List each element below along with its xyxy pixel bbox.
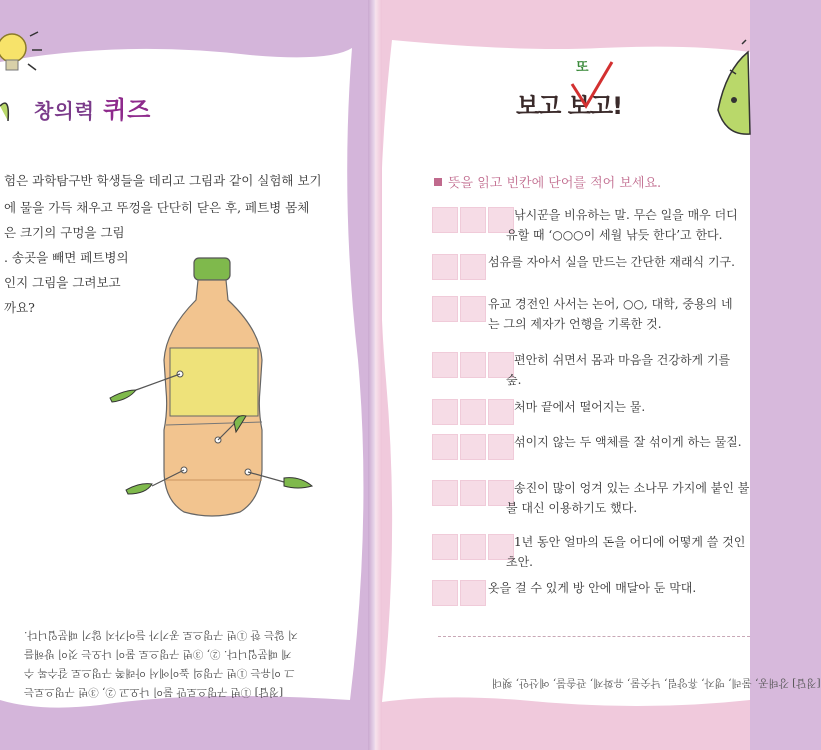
answer-box[interactable]	[432, 296, 458, 322]
quiz-answer-line-2: 그 이유는 ①번 구멍의 높이에서 아래쪽 구멍으로 갈수록 수	[24, 667, 295, 679]
definition-line: 옷을 걸 수 있게 방 안에 매달아 둔 막대.	[488, 581, 697, 595]
answer-box[interactable]	[432, 254, 458, 280]
quiz-title	[34, 90, 151, 125]
word-definition	[488, 578, 696, 598]
definition-line: 유할 때 ‘○○○이 세월 낚듯 한다’고 한다.	[506, 228, 723, 242]
instruction	[434, 172, 661, 191]
definition-line: 편안히 쉬면서 몸과 마음을 건강하게 기를	[514, 353, 731, 367]
answers-line: [정답] 강태공, 물레, 맹자, 휴양림, 낙숫물, 유화제, 관솔불, 예산안, 횃대	[492, 677, 821, 689]
answer-boxes	[432, 296, 488, 322]
definition-line: 섬유를 자아서 실을 만드는 간단한 재래식 기구.	[488, 255, 735, 269]
word-definition	[514, 397, 645, 417]
answer-box[interactable]	[460, 399, 486, 425]
definition-line: 유교 경전인 사서는 논어, ○○, 대학, 중용의 네	[488, 297, 733, 311]
word-item	[432, 296, 733, 331]
definition-line: 처마 끝에서 떨어지는 물.	[514, 400, 646, 414]
quiz-text-line-1: 험은 과학탐구반 학생들을 데리고 그림과 같이 실험해 보기	[4, 173, 322, 188]
page-title-text: 보고 보고!	[516, 92, 623, 120]
answer-box[interactable]	[460, 580, 486, 606]
quiz-title-prefix: 창의력	[34, 99, 95, 123]
answer-box[interactable]	[460, 207, 486, 233]
answer-box[interactable]	[460, 434, 486, 460]
answer-boxes	[432, 254, 488, 280]
word-definition	[506, 350, 731, 390]
answer-boxes	[432, 399, 516, 425]
answer-box[interactable]	[432, 352, 458, 378]
answer-boxes	[432, 352, 516, 378]
definition-line: 1년 동안 얼마의 돈을 어디에 어떻게 쓸 것인	[514, 535, 746, 549]
answer-box[interactable]	[432, 207, 458, 233]
word-definition	[506, 205, 738, 245]
quiz-answer-line-1: [정답] ①번 구멍으로만 물이 나오고 ②, ③번 구멍으로는	[24, 686, 284, 698]
answer-box[interactable]	[460, 296, 486, 322]
word-item	[432, 352, 731, 387]
word-definition	[514, 432, 742, 452]
definition-line: 불 대신 이용하기도 했다.	[506, 501, 638, 515]
definition-line: 숲.	[506, 373, 522, 387]
answer-boxes	[432, 207, 516, 233]
definition-line: 초안.	[506, 555, 533, 569]
answer-box[interactable]	[432, 580, 458, 606]
quiz-text-line-6: 까요?	[4, 300, 35, 315]
word-item	[432, 534, 746, 569]
word-item	[432, 254, 735, 280]
bullet-square-icon	[434, 178, 442, 186]
answer-box[interactable]	[460, 254, 486, 280]
word-item	[432, 207, 738, 242]
title-mark: 또	[576, 60, 589, 75]
answer-box[interactable]	[460, 534, 486, 560]
word-item	[432, 480, 750, 515]
quiz-answer-line-3: 게 때문입니다. ②, ③번 구멍으로 물이 나오는 것이 방해를	[24, 648, 292, 660]
quiz-text-line-3: 은 크기의 구멍을 그림	[4, 225, 125, 240]
definition-line: 는 그의 제자가 언행을 기록한 것.	[488, 317, 662, 331]
divider	[438, 636, 750, 637]
book-gutter	[368, 0, 382, 750]
quiz-title-main: 퀴즈	[102, 96, 152, 124]
answer-box[interactable]	[432, 434, 458, 460]
word-definition	[488, 252, 735, 272]
answer-boxes	[432, 534, 516, 560]
answer-box[interactable]	[488, 434, 514, 460]
answer-box[interactable]	[488, 399, 514, 425]
definition-line: 낚시꾼을 비유하는 말. 무슨 일을 매우 더디	[514, 208, 738, 222]
word-item	[432, 399, 646, 425]
word-definition	[506, 532, 746, 572]
word-item	[432, 434, 742, 460]
answer-box[interactable]	[460, 352, 486, 378]
word-definition	[488, 294, 733, 334]
instruction-text: 뜻을 읽고 빈칸에 단어를 적어 보세요.	[448, 176, 662, 191]
definition-line: 섞이지 않는 두 액체를 잘 섞이게 하는 물질.	[514, 435, 742, 449]
quiz-text-line-2: 에 물을 가득 채우고 뚜껑을 단단히 닫은 후, 페트병 몸체	[4, 200, 310, 215]
answer-boxes	[432, 434, 516, 460]
answer-box[interactable]	[432, 534, 458, 560]
definition-line: 송진이 많이 엉겨 있는 소나무 가지에 붙인 불	[514, 481, 750, 495]
quiz-text-line-5: 인지 그림을 그려보고	[4, 275, 121, 290]
bottle-illustration	[100, 250, 320, 530]
answer-box[interactable]	[460, 480, 486, 506]
word-item	[432, 580, 697, 606]
answer-boxes	[432, 480, 516, 506]
answer-box[interactable]	[432, 399, 458, 425]
quiz-text-line-4: . 송곳을 빼면 페트병의	[4, 250, 129, 265]
word-definition	[506, 478, 750, 518]
answer-box[interactable]	[432, 480, 458, 506]
quiz-answer-line-4: 지 않는 한 ①번 구멍으로 공기가 들어가지 않기 때문입니다.	[24, 629, 298, 641]
answer-boxes	[432, 580, 488, 606]
green-character-icon	[696, 40, 750, 140]
